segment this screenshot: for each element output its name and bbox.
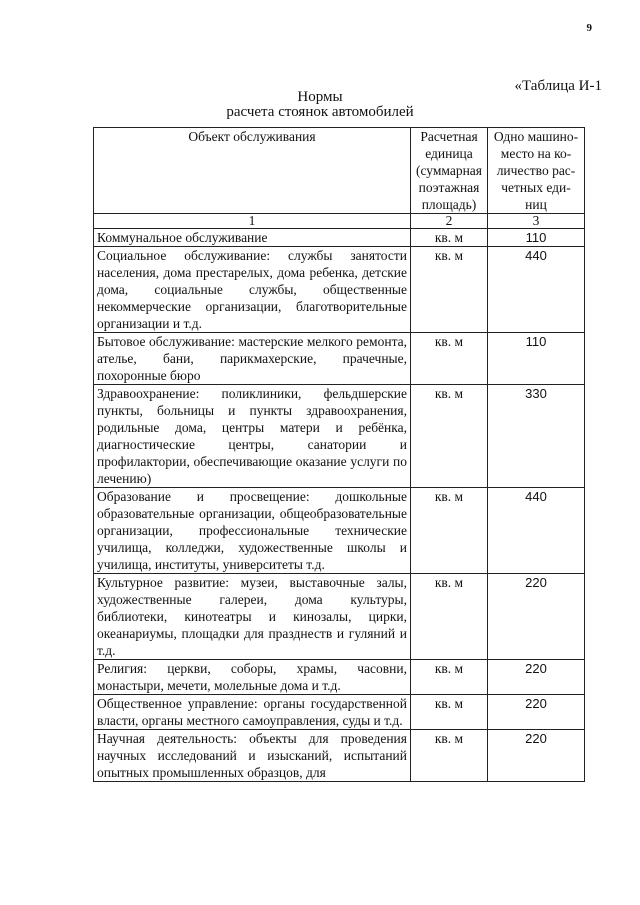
row-unit: кв. м [411, 333, 488, 385]
column-number: 1 [94, 214, 411, 229]
row-object: Научная деятельность: объекты для проведения научных исследований и изысканий, испытаний опытных промышленных образцов, для [94, 730, 411, 782]
table-row [94, 385, 585, 488]
header-row [94, 128, 585, 214]
header-object: Объект обслуживания [94, 128, 411, 214]
column-number-row [94, 214, 585, 229]
row-object: Здравоохранение: поликлиники, фельдшерские пункты, больницы и пункты здравоохранения, родильные дома, центры матери и ребёнка, диагностические центры, санатории и профилактории, обеспечивающие оказание услуги по лечению) [94, 385, 411, 488]
table-reference: «Таблица И-1 [514, 78, 602, 94]
header-per-space: Одно машино-место на ко-личество рас-четных еди-ниц [488, 128, 585, 214]
row-unit: кв. м [411, 730, 488, 782]
row-object: Религия: церкви, соборы, храмы, часовни, монастыри, мечети, молельные дома и т.д. [94, 660, 411, 695]
row-object: Бытовое обслуживание: мастерские мелкого ремонта, ателье, бани, парикмахерские, прачечные, похоронные бюро [94, 333, 411, 385]
header-unit: Расчетная единица (суммарная поэтажная площадь) [411, 128, 488, 214]
row-value: 330 [488, 385, 585, 488]
row-unit: кв. м [411, 660, 488, 695]
row-object: Культурное развитие: музеи, выставочные залы, художественные галереи, дома культуры, библиотеки, кинотеатры и кинозалы, цирки, океанариумы, площадки для празднеств и гуляний и т.д. [94, 574, 411, 660]
row-value: 220 [488, 695, 585, 730]
table-row [94, 660, 585, 695]
row-object: Образование и просвещение: дошкольные образовательные организации, общеобразовательные организации, профессиональные технические училища, колледжи, художественные школы и училища, институты, университеты т.д. [94, 488, 411, 574]
row-unit: кв. м [411, 247, 488, 333]
row-unit: кв. м [411, 385, 488, 488]
row-object: Общественное управление: органы государственной власти, органы местного самоуправления, суды и т.д. [94, 695, 411, 730]
row-value: 110 [488, 333, 585, 385]
parking-norms-table [93, 127, 585, 782]
table-row [94, 488, 585, 574]
row-unit: кв. м [411, 488, 488, 574]
row-value: 220 [488, 574, 585, 660]
table-title [0, 90, 640, 120]
title-line-2: расчета стоянок автомобилей [226, 104, 414, 120]
row-object: Коммунальное обслуживание [94, 229, 411, 247]
page-number: 9 [586, 22, 592, 34]
row-value: 220 [488, 730, 585, 782]
table-row [94, 333, 585, 385]
column-number: 2 [411, 214, 488, 229]
row-value: 440 [488, 247, 585, 333]
row-value: 440 [488, 488, 585, 574]
row-value: 220 [488, 660, 585, 695]
row-object: Социальное обслуживание: службы занятости населения, дома престарелых, дома ребенка, детские дома, социальные службы, общественные некоммерческие организации, благотворительные организации и т.д. [94, 247, 411, 333]
table-row [94, 229, 585, 247]
row-value: 110 [488, 229, 585, 247]
title-line-1: Нормы [297, 89, 343, 105]
row-unit: кв. м [411, 695, 488, 730]
row-unit: кв. м [411, 229, 488, 247]
table-row [94, 574, 585, 660]
column-number: 3 [488, 214, 585, 229]
table-row [94, 695, 585, 730]
table-row [94, 730, 585, 782]
row-unit: кв. м [411, 574, 488, 660]
table-row [94, 247, 585, 333]
